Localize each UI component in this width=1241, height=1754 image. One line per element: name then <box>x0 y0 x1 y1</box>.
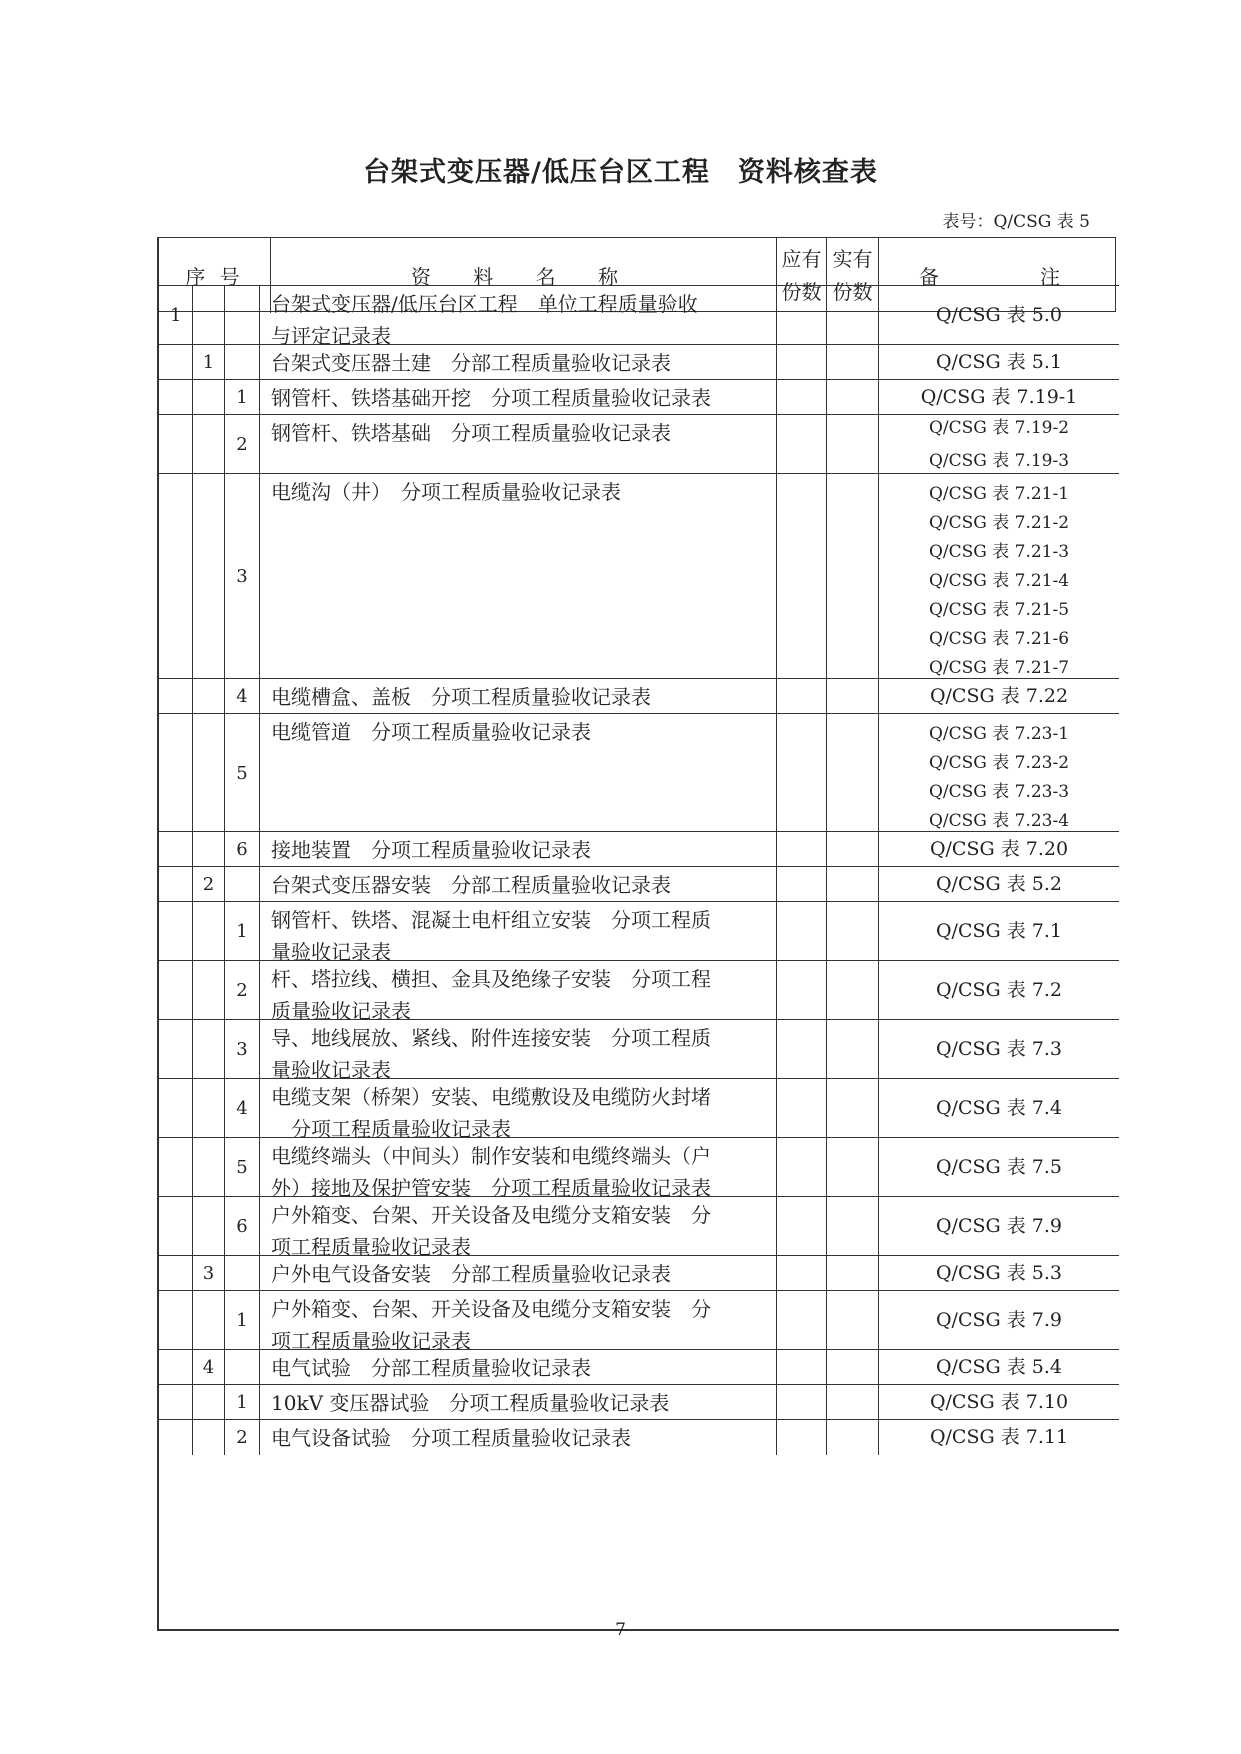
header-required-line2: 份数 <box>781 279 822 304</box>
notes-cell <box>878 380 1119 415</box>
seq-l1 <box>159 1197 192 1256</box>
doc-name-cell <box>259 832 776 867</box>
seq-l3: 6 <box>224 832 259 867</box>
seq-l2 <box>192 961 224 1020</box>
seq-l2 <box>192 902 224 961</box>
actual-count-cell <box>826 1385 878 1420</box>
form-code: Q/CSG 表 7.21-3 <box>928 542 1070 562</box>
header-actual-line2: 份数 <box>832 279 873 304</box>
seq-l1 <box>159 867 192 902</box>
notes-cell <box>878 1385 1119 1420</box>
required-count-cell <box>776 1138 826 1197</box>
doc-name-line: 钢管杆、铁塔基础开挖 分项工程质量验收记录表 <box>271 386 711 410</box>
actual-count-cell <box>826 1138 878 1197</box>
seq-l2 <box>192 415 224 474</box>
notes-cell <box>878 474 1119 679</box>
table-row <box>159 1384 1119 1420</box>
table-number: 表号：Q/CSG 表 5 <box>942 212 1090 232</box>
required-count-cell <box>776 474 826 679</box>
seq-l1 <box>159 961 192 1020</box>
required-count-cell <box>776 867 826 902</box>
seq-l1 <box>159 474 192 679</box>
doc-name-cell <box>259 1350 776 1385</box>
table-row <box>159 344 1119 380</box>
notes-cell <box>878 961 1119 1020</box>
seq-l3: 1 <box>224 902 259 961</box>
table-row <box>159 1196 1119 1259</box>
form-code: Q/CSG 表 7.21-7 <box>928 658 1070 678</box>
notes-cell <box>878 714 1119 832</box>
actual-count-cell <box>826 474 878 679</box>
doc-name-line: 电缆支架（桥架）安装、电缆敷设及电缆防火封堵 <box>271 1085 711 1109</box>
table-row <box>159 1349 1119 1385</box>
page-number: 7 <box>615 1620 626 1640</box>
required-count-cell <box>776 832 826 867</box>
seq-l3: 2 <box>224 1420 259 1455</box>
seq-l1 <box>159 380 192 415</box>
seq-l3 <box>224 1350 259 1385</box>
doc-name-cell <box>259 1079 776 1141</box>
seq-l3: 1 <box>224 380 259 415</box>
table-row <box>159 414 1119 474</box>
form-code: Q/CSG 表 5.2 <box>935 873 1062 895</box>
seq-l1 <box>159 902 192 961</box>
required-count-cell <box>776 1197 826 1256</box>
doc-name-cell <box>259 380 776 415</box>
seq-l3: 2 <box>224 415 259 474</box>
actual-count-cell <box>826 286 878 345</box>
form-code: Q/CSG 表 7.23-1 <box>928 724 1070 744</box>
required-count-cell <box>776 1079 826 1138</box>
seq-l2 <box>192 1197 224 1256</box>
seq-l1 <box>159 679 192 714</box>
seq-l1 <box>159 832 192 867</box>
seq-l3: 6 <box>224 1197 259 1256</box>
seq-l1 <box>159 1420 192 1455</box>
seq-l3: 3 <box>224 474 259 679</box>
notes-cell <box>878 679 1119 714</box>
seq-l3: 1 <box>224 1291 259 1350</box>
required-count-cell <box>776 714 826 832</box>
doc-name-cell <box>259 1291 776 1353</box>
actual-count-cell <box>826 714 878 832</box>
doc-name-line: 杆、塔拉线、横担、金具及绝缘子安装 分项工程 <box>271 967 711 991</box>
required-count-cell <box>776 1420 826 1455</box>
seq-l2 <box>192 1385 224 1420</box>
form-code: Q/CSG 表 7.9 <box>935 1309 1062 1331</box>
doc-name-line: 电缆槽盒、盖板 分项工程质量验收记录表 <box>271 685 651 709</box>
seq-l3: 5 <box>224 1138 259 1197</box>
table-row <box>159 831 1119 867</box>
form-code: Q/CSG 表 7.2 <box>935 979 1062 1001</box>
doc-name-line: 项工程质量验收记录表 <box>271 1329 471 1353</box>
actual-count-cell <box>826 1420 878 1455</box>
form-code: Q/CSG 表 7.19-2 <box>928 417 1070 438</box>
table-row <box>159 1290 1119 1353</box>
header-seq-label: 序 号 <box>185 265 244 289</box>
table-row <box>159 1078 1119 1141</box>
doc-name-cell <box>259 1020 776 1082</box>
seq-l2 <box>192 1291 224 1350</box>
form-code: Q/CSG 表 7.1 <box>935 920 1062 942</box>
seq-l2: 4 <box>192 1350 224 1385</box>
seq-l2: 3 <box>192 1256 224 1291</box>
doc-name-cell <box>259 902 776 964</box>
required-count-cell <box>776 961 826 1020</box>
header-notes-part1: 备 <box>919 265 939 289</box>
actual-count-cell <box>826 415 878 474</box>
notes-cell <box>878 1138 1119 1197</box>
notes-cell <box>878 1350 1119 1385</box>
doc-name-cell <box>259 679 776 714</box>
doc-name-line: 户外箱变、台架、开关设备及电缆分支箱安装 分 <box>271 1203 711 1227</box>
table-row <box>159 379 1119 415</box>
notes-cell <box>878 1420 1119 1455</box>
header-name-label: 资 料 名 称 <box>410 265 637 289</box>
actual-count-cell <box>826 1197 878 1256</box>
doc-name-line: 10kV 变压器试验 分项工程质量验收记录表 <box>271 1391 670 1415</box>
seq-l1 <box>159 415 192 474</box>
doc-name-cell <box>259 1197 776 1259</box>
seq-l3: 2 <box>224 961 259 1020</box>
form-code: Q/CSG 表 7.22 <box>929 685 1069 707</box>
required-count-cell <box>776 1256 826 1291</box>
form-code: Q/CSG 表 7.23-2 <box>928 753 1070 773</box>
actual-count-cell <box>826 961 878 1020</box>
doc-name-line: 钢管杆、铁塔基础 分项工程质量验收记录表 <box>271 421 671 445</box>
seq-l2 <box>192 1079 224 1138</box>
doc-name-line: 钢管杆、铁塔、混凝土电杆组立安装 分项工程质 <box>271 908 711 932</box>
notes-cell <box>878 1197 1119 1256</box>
actual-count-cell <box>826 1350 878 1385</box>
actual-count-cell <box>826 1291 878 1350</box>
form-code: Q/CSG 表 7.23-4 <box>928 811 1070 831</box>
table-row <box>159 473 1119 679</box>
doc-name-line: 量验收记录表 <box>271 940 391 964</box>
doc-name-cell <box>259 867 776 902</box>
seq-l3: 4 <box>224 1079 259 1138</box>
form-code: Q/CSG 表 7.4 <box>935 1097 1062 1119</box>
notes-cell <box>878 345 1119 380</box>
actual-count-cell <box>826 380 878 415</box>
doc-name-line: 分项工程质量验收记录表 <box>271 1117 511 1141</box>
doc-name-cell <box>259 1385 776 1420</box>
seq-l1 <box>159 1385 192 1420</box>
seq-l1 <box>159 1020 192 1079</box>
seq-l3: 5 <box>224 714 259 832</box>
doc-name-line: 电缆终端头（中间头）制作安装和电缆终端头（户 <box>271 1144 711 1168</box>
notes-cell <box>878 286 1119 345</box>
actual-count-cell <box>826 1079 878 1138</box>
doc-name-cell <box>259 345 776 380</box>
doc-name-line: 台架式变压器/低压台区工程 单位工程质量验收 <box>271 292 698 316</box>
form-code: Q/CSG 表 7.19-1 <box>920 386 1078 408</box>
seq-l2 <box>192 1420 224 1455</box>
seq-l1 <box>159 1291 192 1350</box>
form-code: Q/CSG 表 7.21-2 <box>928 513 1070 533</box>
form-code: Q/CSG 表 7.11 <box>929 1426 1069 1448</box>
seq-l2 <box>192 714 224 832</box>
actual-count-cell <box>826 345 878 380</box>
form-code: Q/CSG 表 7.21-4 <box>928 571 1070 591</box>
form-code: Q/CSG 表 5.4 <box>935 1356 1062 1378</box>
doc-name-line: 台架式变压器土建 分部工程质量验收记录表 <box>271 351 671 375</box>
table-row <box>159 1255 1119 1291</box>
seq-l2 <box>192 474 224 679</box>
table-row <box>159 960 1119 1023</box>
seq-l2 <box>192 380 224 415</box>
doc-name-line: 电气设备试验 分项工程质量验收记录表 <box>271 1426 631 1450</box>
doc-name-line: 电气试验 分部工程质量验收记录表 <box>271 1356 591 1380</box>
required-count-cell <box>776 415 826 474</box>
doc-name-cell <box>259 1256 776 1291</box>
required-count-cell <box>776 1385 826 1420</box>
doc-name-line: 户外电气设备安装 分部工程质量验收记录表 <box>271 1262 671 1286</box>
seq-l1 <box>159 714 192 832</box>
seq-l3 <box>224 286 259 345</box>
doc-name-line: 电缆管道 分项工程质量验收记录表 <box>271 720 591 744</box>
notes-cell <box>878 1020 1119 1079</box>
page-title: 台架式变压器/低压台区工程 资料核查表 <box>363 157 878 188</box>
form-code: Q/CSG 表 5.0 <box>935 304 1062 326</box>
actual-count-cell <box>826 1020 878 1079</box>
seq-l2 <box>192 286 224 345</box>
notes-cell <box>878 867 1119 902</box>
form-code: Q/CSG 表 7.21-5 <box>928 600 1070 620</box>
seq-l2: 1 <box>192 345 224 380</box>
table-row <box>159 866 1119 902</box>
required-count-cell <box>776 345 826 380</box>
doc-name-line: 接地装置 分项工程质量验收记录表 <box>271 838 591 862</box>
form-code: Q/CSG 表 7.23-3 <box>928 782 1070 802</box>
doc-name-line: 电缆沟（井） 分项工程质量验收记录表 <box>271 480 621 504</box>
table-row <box>159 1419 1119 1455</box>
seq-l3: 4 <box>224 679 259 714</box>
actual-count-cell <box>826 832 878 867</box>
actual-count-cell <box>826 679 878 714</box>
doc-name-cell <box>259 1138 776 1200</box>
doc-name-cell <box>259 286 776 348</box>
required-count-cell <box>776 902 826 961</box>
required-count-cell <box>776 1291 826 1350</box>
doc-name-line: 质量验收记录表 <box>271 999 411 1023</box>
actual-count-cell <box>826 867 878 902</box>
form-code: Q/CSG 表 7.9 <box>935 1215 1062 1237</box>
seq-l3: 3 <box>224 1020 259 1079</box>
doc-name-line: 量验收记录表 <box>271 1058 391 1082</box>
table-row <box>159 1019 1119 1082</box>
seq-l3 <box>224 867 259 902</box>
form-code: Q/CSG 表 7.21-1 <box>928 484 1070 504</box>
notes-cell <box>878 415 1119 474</box>
form-code: Q/CSG 表 7.5 <box>935 1156 1062 1178</box>
seq-l1 <box>159 1138 192 1197</box>
required-count-cell <box>776 1020 826 1079</box>
seq-l2 <box>192 832 224 867</box>
header-notes-part2: 注 <box>1040 265 1060 289</box>
actual-count-cell <box>826 902 878 961</box>
form-code: Q/CSG 表 5.1 <box>935 351 1062 373</box>
doc-name-cell <box>259 415 776 474</box>
seq-l1 <box>159 1079 192 1138</box>
form-code: Q/CSG 表 7.21-6 <box>928 629 1070 649</box>
data-check-table <box>157 237 1119 1631</box>
doc-name-line: 台架式变压器安装 分部工程质量验收记录表 <box>271 873 671 897</box>
form-code: Q/CSG 表 7.19-3 <box>928 450 1070 471</box>
doc-name-line: 外）接地及保护管安装 分项工程质量验收记录表 <box>271 1176 711 1200</box>
required-count-cell <box>776 1350 826 1385</box>
seq-l1 <box>159 345 192 380</box>
doc-name-line: 项工程质量验收记录表 <box>271 1235 471 1259</box>
table-row <box>159 713 1119 832</box>
notes-cell <box>878 1079 1119 1138</box>
seq-l3: 1 <box>224 1385 259 1420</box>
seq-l2: 2 <box>192 867 224 902</box>
notes-cell <box>878 1291 1119 1350</box>
doc-name-cell <box>259 1420 776 1455</box>
doc-name-line: 与评定记录表 <box>271 324 391 348</box>
required-count-cell <box>776 380 826 415</box>
notes-cell <box>878 1256 1119 1291</box>
seq-l2 <box>192 679 224 714</box>
actual-count-cell <box>826 1256 878 1291</box>
seq-l3 <box>224 345 259 380</box>
doc-name-line: 户外箱变、台架、开关设备及电缆分支箱安装 分 <box>271 1297 711 1321</box>
header-required-line1: 应有 <box>781 246 822 271</box>
doc-name-cell <box>259 474 776 679</box>
required-count-cell <box>776 286 826 345</box>
seq-l1 <box>159 1350 192 1385</box>
seq-l2 <box>192 1020 224 1079</box>
table-row <box>159 1137 1119 1200</box>
doc-name-cell <box>259 961 776 1023</box>
form-code: Q/CSG 表 7.3 <box>935 1038 1062 1060</box>
doc-name-cell <box>259 714 776 832</box>
table-row <box>159 285 1119 348</box>
form-code: Q/CSG 表 7.10 <box>929 1391 1069 1413</box>
seq-l1 <box>159 1256 192 1291</box>
form-code: Q/CSG 表 5.3 <box>935 1262 1062 1284</box>
seq-l1: 1 <box>170 305 182 326</box>
table-row <box>159 901 1119 964</box>
header-actual-line1: 实有 <box>832 246 873 271</box>
seq-l3 <box>224 1256 259 1291</box>
required-count-cell <box>776 679 826 714</box>
seq-l2 <box>192 1138 224 1197</box>
notes-cell <box>878 832 1119 867</box>
form-code: Q/CSG 表 7.20 <box>929 838 1069 860</box>
doc-name-line: 导、地线展放、紧线、附件连接安装 分项工程质 <box>271 1026 711 1050</box>
notes-cell <box>878 902 1119 961</box>
table-row <box>159 678 1119 714</box>
